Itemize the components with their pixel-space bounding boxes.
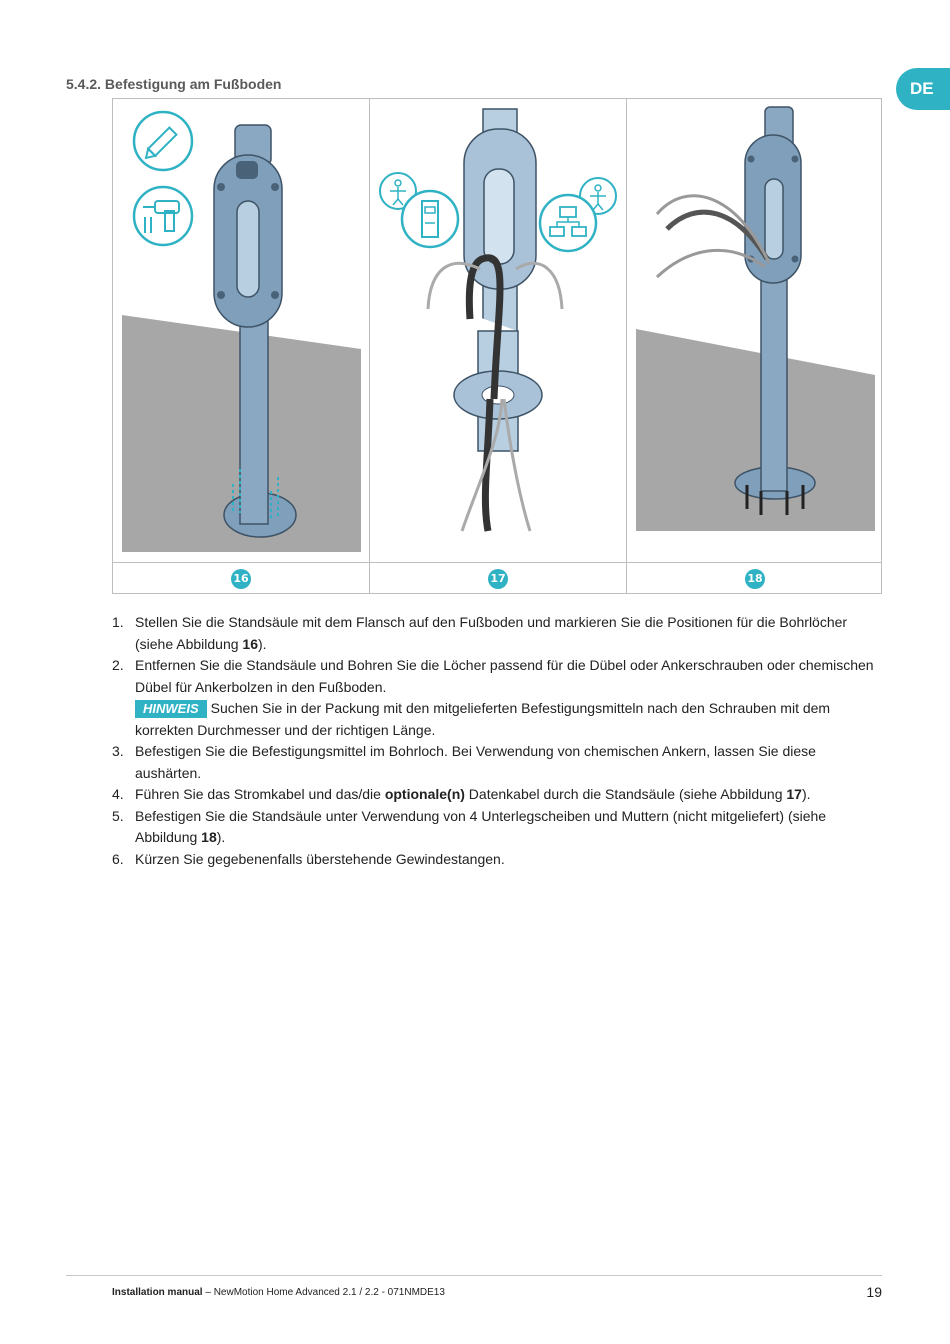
step-2: 2. Entfernen Sie die Standsäule und Bohren Sie die Löcher passend für die Dübel oder Ankerschrauben oder chemischen Dübel für Ankerbolzen in den Fußboden. HINWEIS Suchen Sie in der Packung mit den mitgelieferten Befestigungsmitteln nach den Schrauben mit dem korrekten Durchmesser und der richtigen Länge. xyxy=(112,657,874,738)
floor xyxy=(636,329,875,531)
installation-steps xyxy=(112,612,882,870)
step-5: 5. Befestigen Sie die Standsäule unter Verwendung von 4 Unterlegscheiben und Muttern (nicht mitgeliefert) (siehe Abbildung 18). xyxy=(112,807,827,845)
hint-badge: HINWEIS xyxy=(135,700,207,718)
step-1: 1. Stellen Sie die Standsäule mit dem Flansch auf den Fußboden und markieren Sie die Positionen für die Bohrlöcher (siehe Abbildung 16). xyxy=(112,614,848,652)
figure-17-illustration xyxy=(370,99,626,563)
network-icon xyxy=(540,195,596,251)
step-4: 4. Führen Sie das Stromkabel und das/die optionale(n) Datenkabel durch die Standsäule (siehe Abbildung 17). xyxy=(112,786,811,802)
step-6: 6. Kürzen Sie gegebenenfalls überstehende Gewindestangen. xyxy=(112,850,505,867)
language-tab-label: DE xyxy=(910,79,934,98)
drill-icon xyxy=(134,187,192,245)
figure-number-badge: 18 xyxy=(745,569,765,589)
charging-pole xyxy=(428,109,562,531)
footer-text: Installation manual – NewMotion Home Advanced 2.1 / 2.2 - 071NMDE13 xyxy=(112,1287,445,1298)
figure-18-caption xyxy=(627,563,883,594)
language-tab[interactable] xyxy=(896,68,950,110)
figure-16-caption xyxy=(113,563,369,594)
figure-18-illustration xyxy=(627,99,883,563)
page-number: 19 xyxy=(866,1284,882,1300)
footer-divider xyxy=(66,1275,882,1276)
figure-table xyxy=(112,98,882,594)
figure-number-badge: 17 xyxy=(488,569,508,589)
figure-16-illustration xyxy=(113,99,369,563)
section-title: 5.4.2. Befestigung am Fußboden xyxy=(66,76,282,92)
figure-17-caption xyxy=(370,563,626,594)
pencil-icon xyxy=(134,112,192,170)
step-3: 3. Befestigen Sie die Befestigungsmittel im Bohrloch. Bei Verwendung von chemischen Ankern, lassen Sie diese aushärten. xyxy=(112,743,816,781)
meter-icon xyxy=(402,191,458,247)
hint-text: Suchen Sie in der Packung mit den mitgelieferten Befestigungsmitteln nach den Schrauben mit dem korrekten Durchmesser und der richtigen Länge. xyxy=(135,700,831,738)
figure-number-badge: 16 xyxy=(231,569,251,589)
